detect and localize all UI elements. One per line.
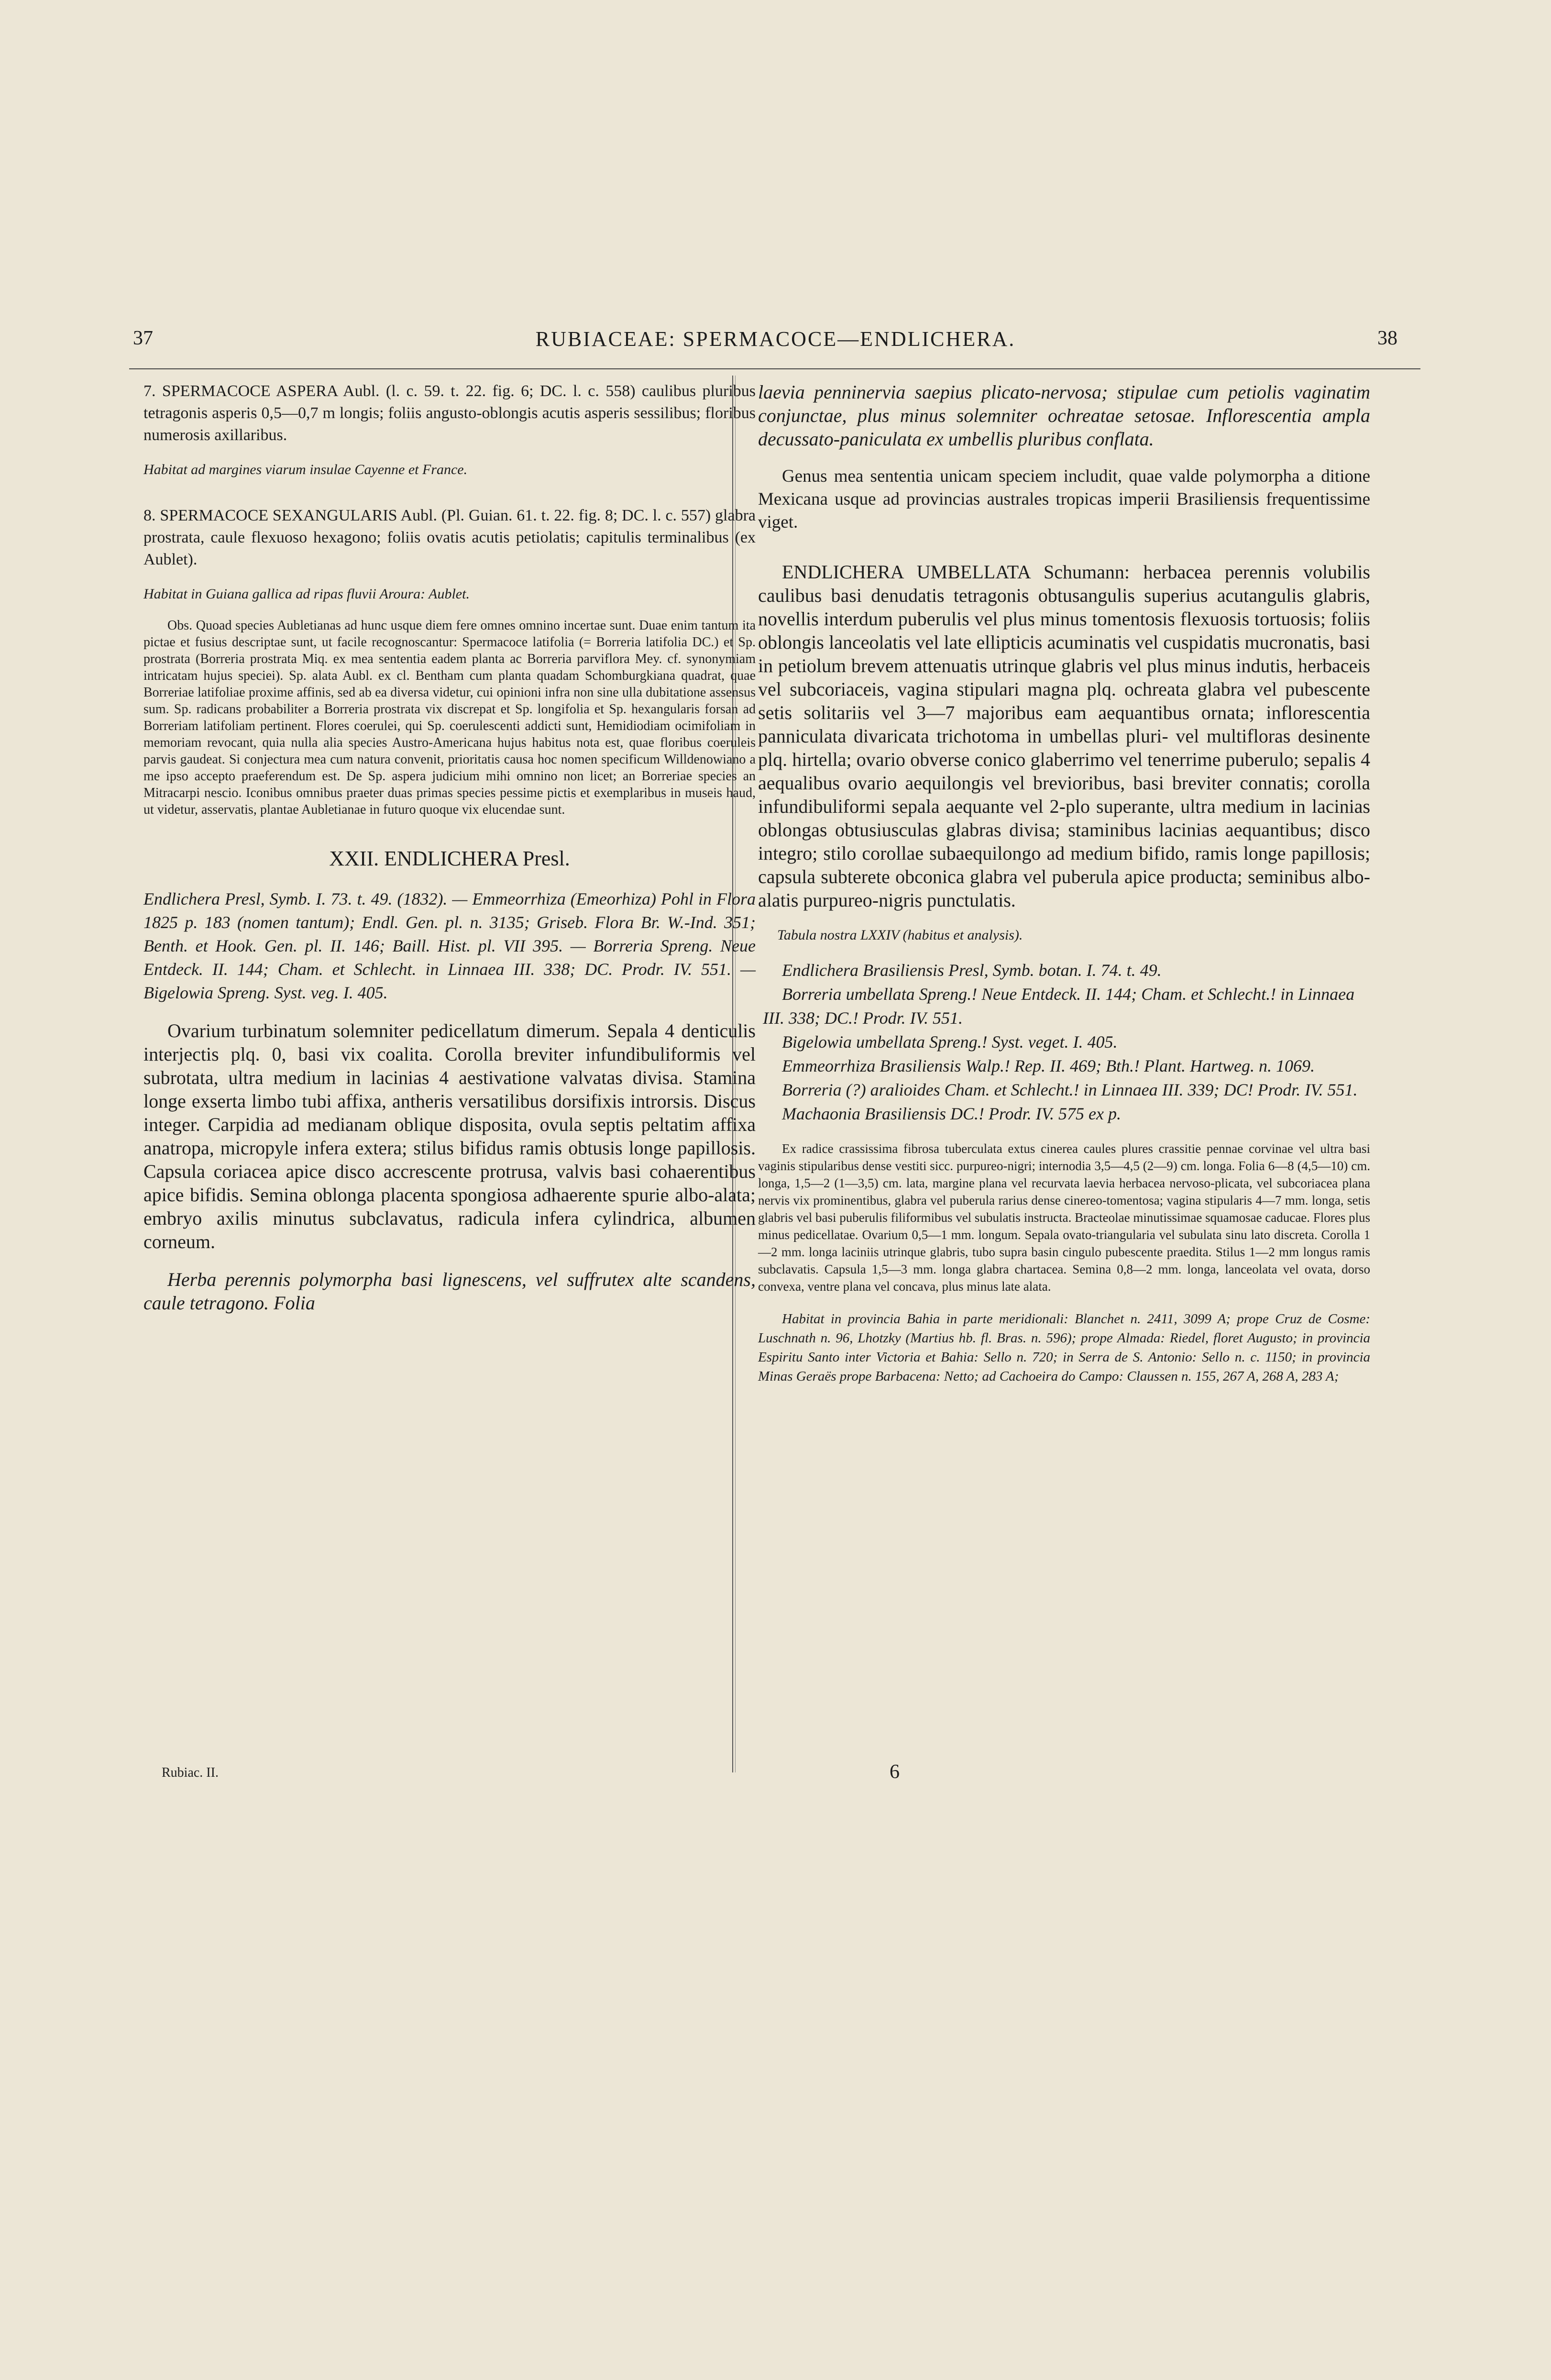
synonym-item: Borreria umbellata Spreng.! Neue Entdeck. II. 144; Cham. et Schlecht.! in Linnaea III. 338; DC.! Prodr. IV. 551.: [763, 985, 1355, 1028]
genus-habit: Herba perennis polymorpha basi lignescens, vel suffrutex alte scandens, caule tetragono. Folia: [143, 1269, 756, 1314]
right-column: [758, 380, 1370, 1386]
genus-note: Genus mea sententia unicam speciem includit, quae valde polymorpha a ditione Mexicana usque ad provincias australes tropicas imperii Brasiliensis frequentissime viget.: [758, 466, 1370, 532]
signature-number: 6: [890, 1761, 900, 1783]
species-description: Ex radice crassissima fibrosa tuberculata extus cinerea caules plures crassitie pennae corvinae vel ultra basi vaginis stipularibus dense vestiti sicc. purpureo-nigri; internodia 3,5—4,5 (2—9) cm. longa. Folia 6—8 (4,5—10) cm. longa, 1,5—2 (1—3,5) cm. lata, margine plana vel recurvata laevia herbacea nervoso-plicata, vel subcoriacea plana nervis vix prominentibus, glabra vel puberula rarius dense cinereo-tomentosa; vagina stipularis 4—7 mm. longa, setis glabris vel basi puberulis filiformibus vel subulatis instructa. Bracteolae minutissimae squamosae caducae. Flores plus minus pedicellatae. Ovarium 0,5—1 mm. longum. Sepala ovato-triangularia vel subulata sinu lato discreta. Corolla 1—2 mm. longa laciniis utrinque glabris, tubo supra basin cingulo pubescente praedita. Stilus 1—2 mm longus ramis subclavatis. Capsula 1,5—3 mm. longa glabra chartacea. Semina 0,8—2 mm. longa, lanceolata vel ovata, dorso convexa, ventre plana vel concava, plus minus late alata.: [758, 1141, 1370, 1294]
genus-synonymy: Endlichera Presl, Symb. I. 73. t. 49. (1832). — Emmeorrhiza (Emeorhiza) Pohl in Flora 1825 p. 183 (nomen tantum); Endl. Gen. pl. n. 3135; Griseb. Flora Br. W.-Ind. 351; Benth. et Hook. Gen. pl. II. 146; Baill. Hist. pl. VII 395. — Borreria Spreng. Neue Entdeck. II. 144; Cham. et Schlecht. in Linnaea III. 338; DC. Prodr. IV. 551. — Bigelowia Spreng. Syst. veg. I. 405.: [143, 889, 756, 1002]
running-title: RUBIACEAE: SPERMACOCE—ENDLICHERA.: [535, 327, 1016, 351]
page-number-right: 38: [1377, 327, 1397, 349]
left-column: [143, 380, 756, 1315]
page-number-left: 37: [133, 327, 153, 349]
synonym-list: [758, 958, 1370, 1126]
genus-habit-continued: laevia penninervia saepius plicato-nervosa; stipulae cum petiolis vaginatim conjunctae, plus minus solemniter ochreatae setosae. Inflorescentia ampla decussato-paniculata ex umbellis pluribus conflata.: [758, 381, 1370, 450]
species-habitat: Habitat in provincia Bahia in parte meridionali: Blanchet n. 2411, 3099 A; prope Cruz de Cosme: Luschnath n. 96, Lhotzky (Martius hb. fl. Bras. n. 596); prope Almada: Riedel, floret Augusto; in provincia Espiritu Santo inter Victoria et Bahia: Sello n. 720; in Serra de S. Antonio: Sello n. c. 1150; in provincia Minas Geraës prope Barbacena: Netto; ad Cachoeira do Campo: Claussen n. 155, 267 A, 268 A, 283 A;: [758, 1311, 1370, 1384]
synonym-item: Endlichera Brasiliensis Presl, Symb. botan. I. 74. t. 49.: [782, 961, 1162, 980]
species-8-description: 8. SPERMACOCE SEXANGULARIS Aubl. (Pl. Guian. 61. t. 22. fig. 8; DC. l. c. 557) glabra prostrata, caule flexuoso hexagono; foliis ovatis acutis petiolatis; capitulis terminalibus (ex Aublet).: [143, 507, 756, 568]
header-rule: [129, 368, 1420, 369]
observation-note: Obs. Quoad species Aubletianas ad hunc usque diem fere omnes omnino incertae sunt. Duae enim tantum ita pictae et fusius descriptae sunt, ut facile recognoscantur: Spermacoce latifolia (= Borreria latifolia DC.) et Sp. prostrata (Borreria prostrata Miq. ex mea sententia eadem planta ac Borreria parviflora Mey. cf. synonymiam intricatam hujus speciei). Sp. alata Aubl. ex cl. Bentham cum planta quadam Schomburgkiana quadrat, quae Borreriae latifoliae proxime affinis, sed ab ea diversa videtur, cui opinioni infra non sine ulla dubitatione assensus sum. Sp. radicans probabiliter a Borreria prostrata vix discrepat et Sp. longifolia et Sp. hexangularis forsan ad Borreriam latifoliam pertinent. Flores coerulei, qui Sp. coerulescenti addicti sunt, Hemidiodiam ocimifoliam in memoriam revocant, quia nulla alia species Austro-Americana hujus habitus nota est, quae floribus coeruleis parvis gaudeat. Si conjectura mea cum natura convenit, prioritatis causa hoc nomen specificum Willdenowiano a me ipso accepto praeferendum est. De Sp. aspera judicium mihi omnino non licet; an Borreriae species an Mitracarpi nescio. Iconibus omnibus praeter duas primas species pessime pictis et exemplaribus in museis haud, ut videtur, asservatis, plantae Aubletianae in futuro quoque vix elucendae sunt.: [143, 618, 756, 817]
species-diagnosis: ENDLICHERA UMBELLATA Schumann: herbacea perennis volubilis caulibus basi denudatis tetragonis obtusangulis superius acutangulis glabris, novellis interdum puberulis vel plus minus tomentosis flexuosis tortuosis; foliis oblongis lanceolatis vel late ellipticis acuminatis vel cuspidatis mucronatis, basi in petiolum brevem attenuatis utrinque glabris vel plus minus indutis, herbaceis vel subcoriaceis, vagina stipulari magna plq. ochreata glabra vel pubescente setis solitariis vel 3—7 majoribus eam aequantibus ornata; inflorescentia panniculata divaricata trichotoma in umbellas pluri- vel multifloras desinente plq. hirtella; ovario obverse conico glaberrimo vel tenerrime puberulo; sepalis 4 aequalibus ovario aequilongis vel brevioribus, basi breviter connatis; corolla infundibuliformi sepala aequante vel 2-plo superante, ultra medium in lacinias oblongas obtusiusculas glabras divisa; staminibus lacinias aequantibus; disco integro; stilo corollae subaequilongo ad medium bifido, ramis longe papillosis; capsula subterete obconica glabra vel puberula apice producta; seminibus albo-alatis purpureo-nigris punctulatis.: [758, 561, 1370, 911]
synonym-item: Borreria (?) aralioides Cham. et Schlecht.! in Linnaea III. 339; DC! Prodr. IV. 551.: [782, 1080, 1358, 1099]
synonym-item: Machaonia Brasiliensis DC.! Prodr. IV. 575 ex p.: [782, 1104, 1121, 1123]
signature-mark: Rubiac. II.: [162, 1765, 219, 1780]
species-7-description: 7. SPERMACOCE ASPERA Aubl. (l. c. 59. t. 22. fig. 6; DC. l. c. 558) caulibus pluribus tetragonis asperis 0,5—0,7 m longis; foliis angusto-oblongis acutis asperis sessilibus; floribus numerosis axillaribus.: [143, 382, 756, 444]
synonym-item: Bigelowia umbellata Spreng.! Syst. veget. I. 405.: [782, 1032, 1118, 1052]
synonym-item: Emmeorrhiza Brasiliensis Walp.! Rep. II. 469; Bth.! Plant. Hartweg. n. 1069.: [782, 1056, 1315, 1075]
page-header: [0, 327, 1551, 360]
plate-reference: Tabula nostra LXXIV (habitus et analysis).: [777, 927, 1023, 943]
species-8-habitat: Habitat in Guiana gallica ad ripas fluvii Aroura: Aublet.: [143, 586, 470, 602]
genus-description: Ovarium turbinatum solemniter pedicellatum dimerum. Sepala 4 denticulis interjectis plq. 0, basi vix coalita. Corolla breviter infundibuliformis vel subrotata, ultra medium in lacinias 4 aestivatione valvatas divisa. Stamina longe exserta limbo tubi affixa, antheris versatilibus dorsifixis introrsis. Discus integer. Carpidia ad medianam oblique disposita, ovula septis peltatim affixa anatropa, micropyle infera extera; stilus bifidus ramis obtusis longe papillosis. Capsula coriacea apice disco accrescente protrusa, valvis basi cohaerentibus apice bifidis. Semina oblonga placenta spongiosa adhaerente spurie albo-alata; embryo axilis minutus subclavatus, radicula infera cylindrica, albumen corneum.: [143, 1020, 756, 1252]
genus-heading: XXII. ENDLICHERA Presl.: [329, 847, 570, 870]
species-7-habitat: Habitat ad margines viarum insulae Cayenne et France.: [143, 462, 468, 477]
